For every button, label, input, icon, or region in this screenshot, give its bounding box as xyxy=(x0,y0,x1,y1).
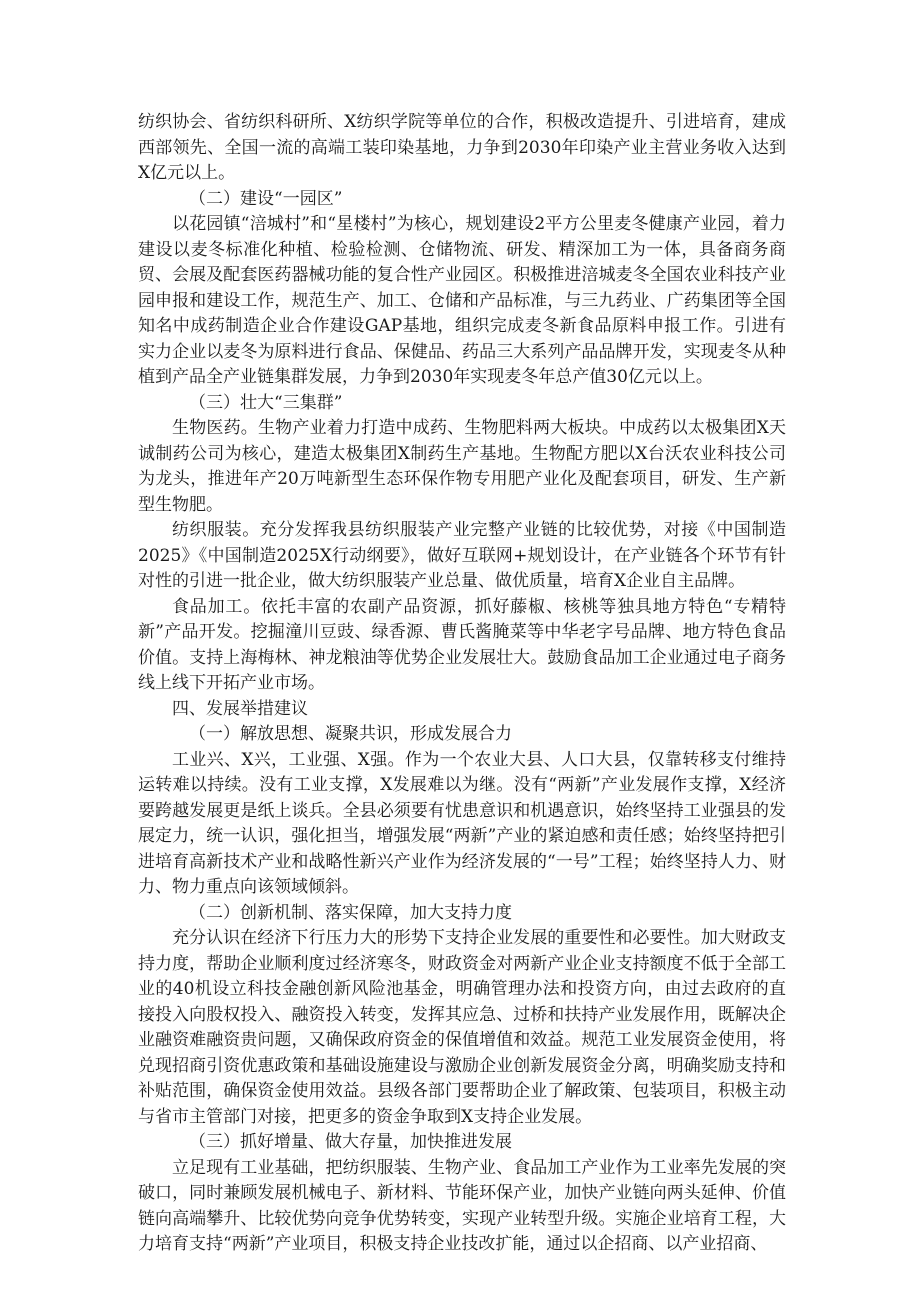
subheading-support: （二）创新机制、落实保障，加大支持力度 xyxy=(189,902,512,923)
paragraph-growth: 立足现有工业基础，把纺织服装、生物产业、食品加工产业作为工业率先发展的突破口，同时兼顾发展机械电子、新材料、节能环保产业，加快产业链向两头延伸、价值链向高端攀升、比较优势向竞争优势转变，实现产业转型升级。实施企业培育工程，大力培育支持“两新”产业项目，积极支持企业技改扩能，通过以企招商、以产业招商、 xyxy=(138,1157,786,1254)
subheading-growth: （三）抓好增量、做大存量，加快推进发展 xyxy=(189,1132,512,1152)
paragraph-textile: 纺织服装。充分发挥我县纺织服装产业完整产业链的比较优势，对接《中国制造2025》《中国制造2025X行动纲要》，做好互联网+规划设计，在产业链各个环节有针对性的引进一批企业，做大纺织服装产业总量、做优质量，培育X企业自主品牌。 xyxy=(138,520,786,591)
paragraph-biomedicine: 生物医药。生物产业着力打造中成药、生物肥料两大板块。中成药以太极集团X天诚制药公司为核心，建造太极集团X制药生产基地。生物配方肥以X台沃农业科技公司为龙头，推进年产20万吨新型生态环保作物专用肥产业化及配套项目，研发、生产新型生物肥。 xyxy=(138,418,786,515)
paragraph-support: 充分认识在经济下行压力大的形势下支持企业发展的重要性和必要性。加大财政支持力度，帮助企业顺利度过经济寒冬，财政资金对两新产业企业支持额度不低于全部工业的40机设立科技金融创新风险池基金，明确管理办法和投资方向，由过去政府的直接投入向股权投入、融资投入转变，发挥其应急、过桥和扶持产业发展作用，既解决企业融资难融资贵问题，又确保政府资金的保值增值和效益。规范工业发展资金使用，将兑现招商引资优惠政策和基础设施建设与激励企业创新发展资金分离，明确奖励支持和补贴范围，确保资金使用效益。县级各部门要帮助企业了解政策、包装项目，积极主动与省市主管部门对接，把更多的资金争取到X支持企业发展。 xyxy=(138,928,786,1127)
subheading-consensus: （一）解放思想、凝聚共识，形成发展合力 xyxy=(189,724,512,744)
section-heading-measures: 四、发展举措建议 xyxy=(172,698,308,719)
subheading-three-clusters: （三）壮大“三集群” xyxy=(189,392,343,413)
paragraph-1: 纺织协会、省纺织科研所、X纺织学院等单位的合作，积极改造提升、引进培育，建成西部领先、全国一流的高端工装印染基地，力争到2030年印染产业主营业务收入达到X亿元以上。 xyxy=(138,112,786,183)
paragraph-food: 食品加工。依托丰富的农副产品资源，抓好藤椒、核桃等独具地方特色“专精特新”产品开发。挖掘潼川豆豉、绿香源、曹氏酱腌菜等中华老字号品牌、地方特色食品价值。支持上海梅林、神龙粮油等优势企业发展壮大。鼓励食品加工企业通过电子商务线上线下开拓产业市场。 xyxy=(138,596,786,693)
document-page xyxy=(138,110,786,1258)
subheading-build-park: （二）建设“一园区” xyxy=(189,188,343,209)
paragraph-park: 以花园镇“涪城村”和“星楼村”为核心，规划建设2平方公里麦冬健康产业园，着力建设以麦冬标准化种植、检验检测、仓储物流、研发、精深加工为一体，具备商务商贸、会展及配套医药器械功能的复合性产业园区。积极推进涪城麦冬全国农业科技产业园申报和建设工作，规范生产、加工、仓储和产品标准，与三九药业、广药集团等全国知名中成药制造企业合作建设GAP基地，组织完成麦冬新食品原料申报工作。引进有实力企业以麦冬为原料进行食品、保健品、药品三大系列产品品牌开发，实现麦冬从种植到产品全产业链集群发展，力争到2030年实现麦冬年总产值30亿元以上。 xyxy=(138,214,786,387)
paragraph-consensus: 工业兴、X兴，工业强、X强。作为一个农业大县、人口大县，仅靠转移支付维持运转难以持续。没有工业支撑，X发展难以为继。没有“两新”产业发展作支撑，X经济要跨越发展更是纸上谈兵。全县必须要有忧患意识和机遇意识，始终坚持工业强县的发展定力，统一认识，强化担当，增强发展“两新”产业的紧迫感和责任感；始终坚持把引进培育高新技术产业和战略性新兴产业作为经济发展的“一号”工程；始终坚持人力、财力、物力重点向该领域倾斜。 xyxy=(138,749,786,897)
